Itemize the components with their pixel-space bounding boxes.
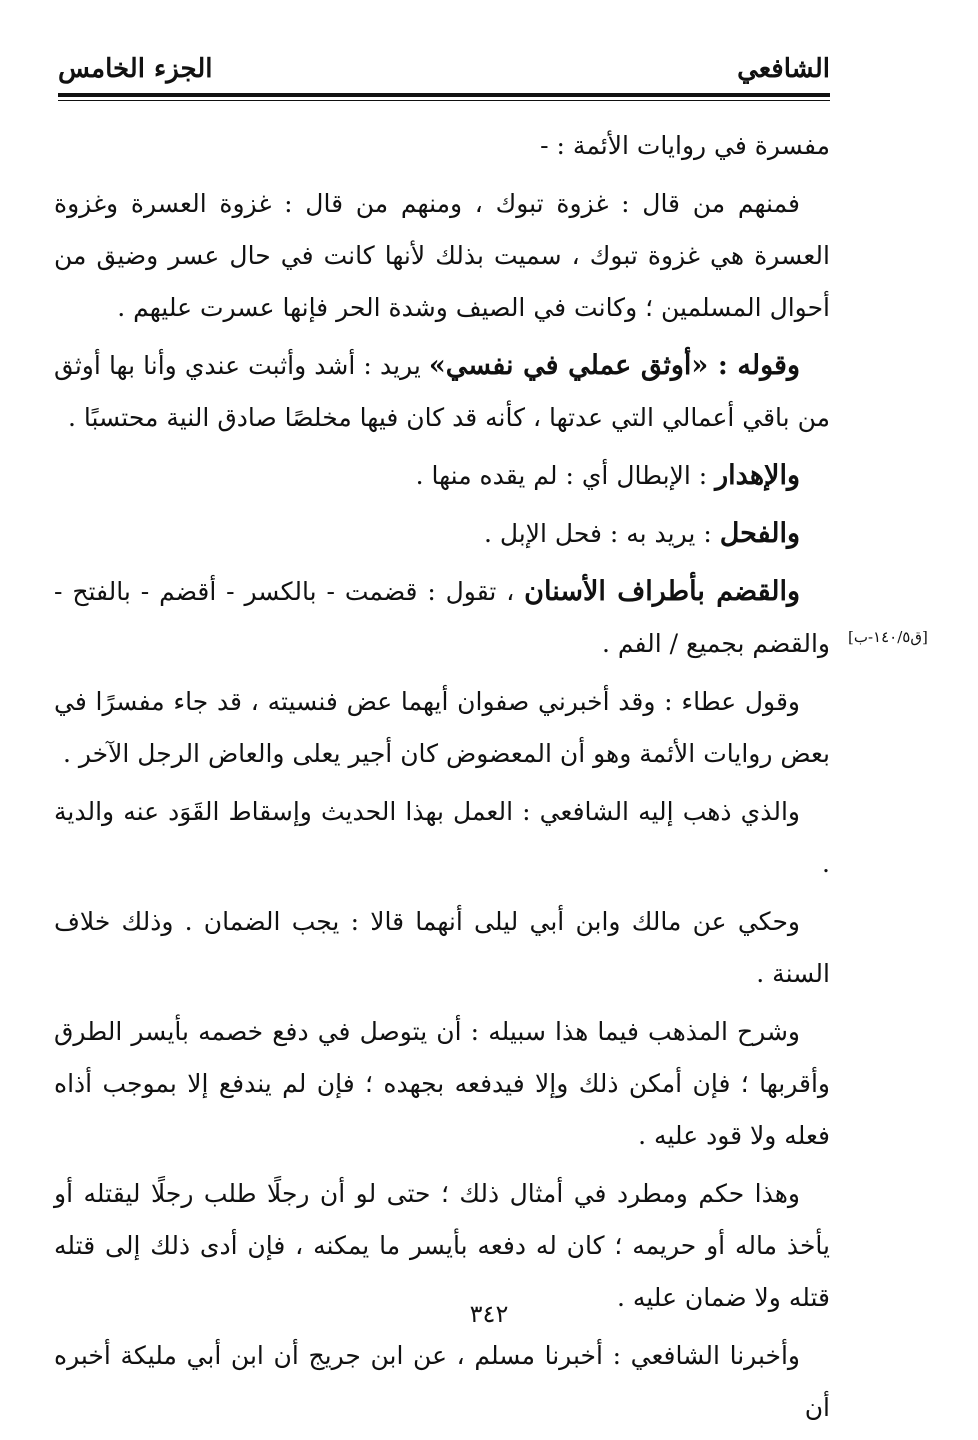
paragraph-text: وقول عطاء : وقد أخبرني صفوان أيهما عض فنسيته ، قد جاء مفسرًا في بعض روايات الأئمة وهو أن المعضوض كان أجير يعلى والعاض الرجل الآخر . [54, 687, 830, 768]
paragraph-text: : يريد به : فحل الإبل . [483, 519, 720, 548]
paragraph [54, 896, 830, 1000]
paragraph-text: وأخبرنا الشافعي : أخبرنا مسلم ، عن ابن جريج أن ابن أبي مليكة أخبره أن [54, 1341, 830, 1422]
paragraph [54, 450, 830, 502]
paragraph [54, 1006, 830, 1162]
defined-term: والفحل [719, 518, 800, 549]
defined-term: والإهدار [715, 460, 800, 491]
paragraph-text: وهذا حكم ومطرد في أمثال ذلك ؛ حتى لو أن رجلًا طلب رجلًا ليقتله أو يأخذ ماله أو حريمه ؛ كان له دفعه بأيسر ما يمكنه ، فإن أدى ذلك إلى قتله قتله ولا ضمان عليه . [54, 1179, 830, 1312]
paragraph-text: فمنهم من قال : غزوة تبوك ، ومنهم من قال : غزوة العسرة وغزوة العسرة هي غزوة تبوك ، سميت بذلك لأنها كانت في حال عسر وضيق من أحوال المسلمين ؛ وكانت في الصيف وشدة الحر فإنها عسرت عليهم . [54, 189, 830, 322]
volume-title: الجزء الخامس [58, 54, 213, 84]
paragraph [54, 178, 830, 334]
paragraph-text: وشرح المذهب فيما هذا سبيله : أن يتوصل في دفع خصمه بأيسر الطرق وأقربها ؛ فإن أمكن ذلك وإلا فيدفعه بجهده ؛ فإن لم يندفع إلا بموجب أذاه فعله ولا قود عليه . [54, 1017, 830, 1150]
manuscript-folio-note: [ق١٤٠/٥-ب] [848, 628, 928, 646]
paragraph-text: يريد : أشد وأثبت عندي وأنا بها أوثق من باقي أعمالي التي عدتها ، كأنه قد كان فيها مخلصًا صادق النية محتسبًا . [54, 351, 830, 432]
header-rule-thick [58, 93, 830, 97]
paragraph [54, 120, 830, 172]
paragraph [54, 786, 830, 890]
book-title: الشافعي [737, 54, 830, 84]
running-header [58, 52, 830, 96]
paragraph [54, 566, 830, 670]
defined-term: والقضم بأطراف الأسنان [524, 576, 801, 607]
defined-term: وقوله : «أوثق عملي في نفسي» [428, 350, 800, 381]
paragraph [54, 676, 830, 780]
paragraph-text: والذي ذهب إليه الشافعي : العمل بهذا الحديث وإسقاط القَوَد عنه والدية . [54, 797, 830, 878]
paragraph [54, 508, 830, 560]
header-rule-thin [58, 100, 830, 101]
page-number: ٣٤٢ [469, 1300, 509, 1328]
paragraph-text: وحكي عن مالك وابن أبي ليلى أنهما قالا : يجب الضمان . وذلك خلاف السنة . [54, 907, 830, 988]
paragraph-text: : الإبطال أي : لم يقده منها . [415, 461, 716, 490]
paragraph-text: ، تقول : قضمت - بالكسر - أقضم - بالفتح - والقضم بجميع / الفم . [54, 577, 830, 658]
paragraph-text: مفسرة في روايات الأئمة : - [540, 131, 830, 160]
paragraph [54, 340, 830, 444]
body-text [54, 120, 830, 1440]
paragraph [54, 1330, 830, 1434]
